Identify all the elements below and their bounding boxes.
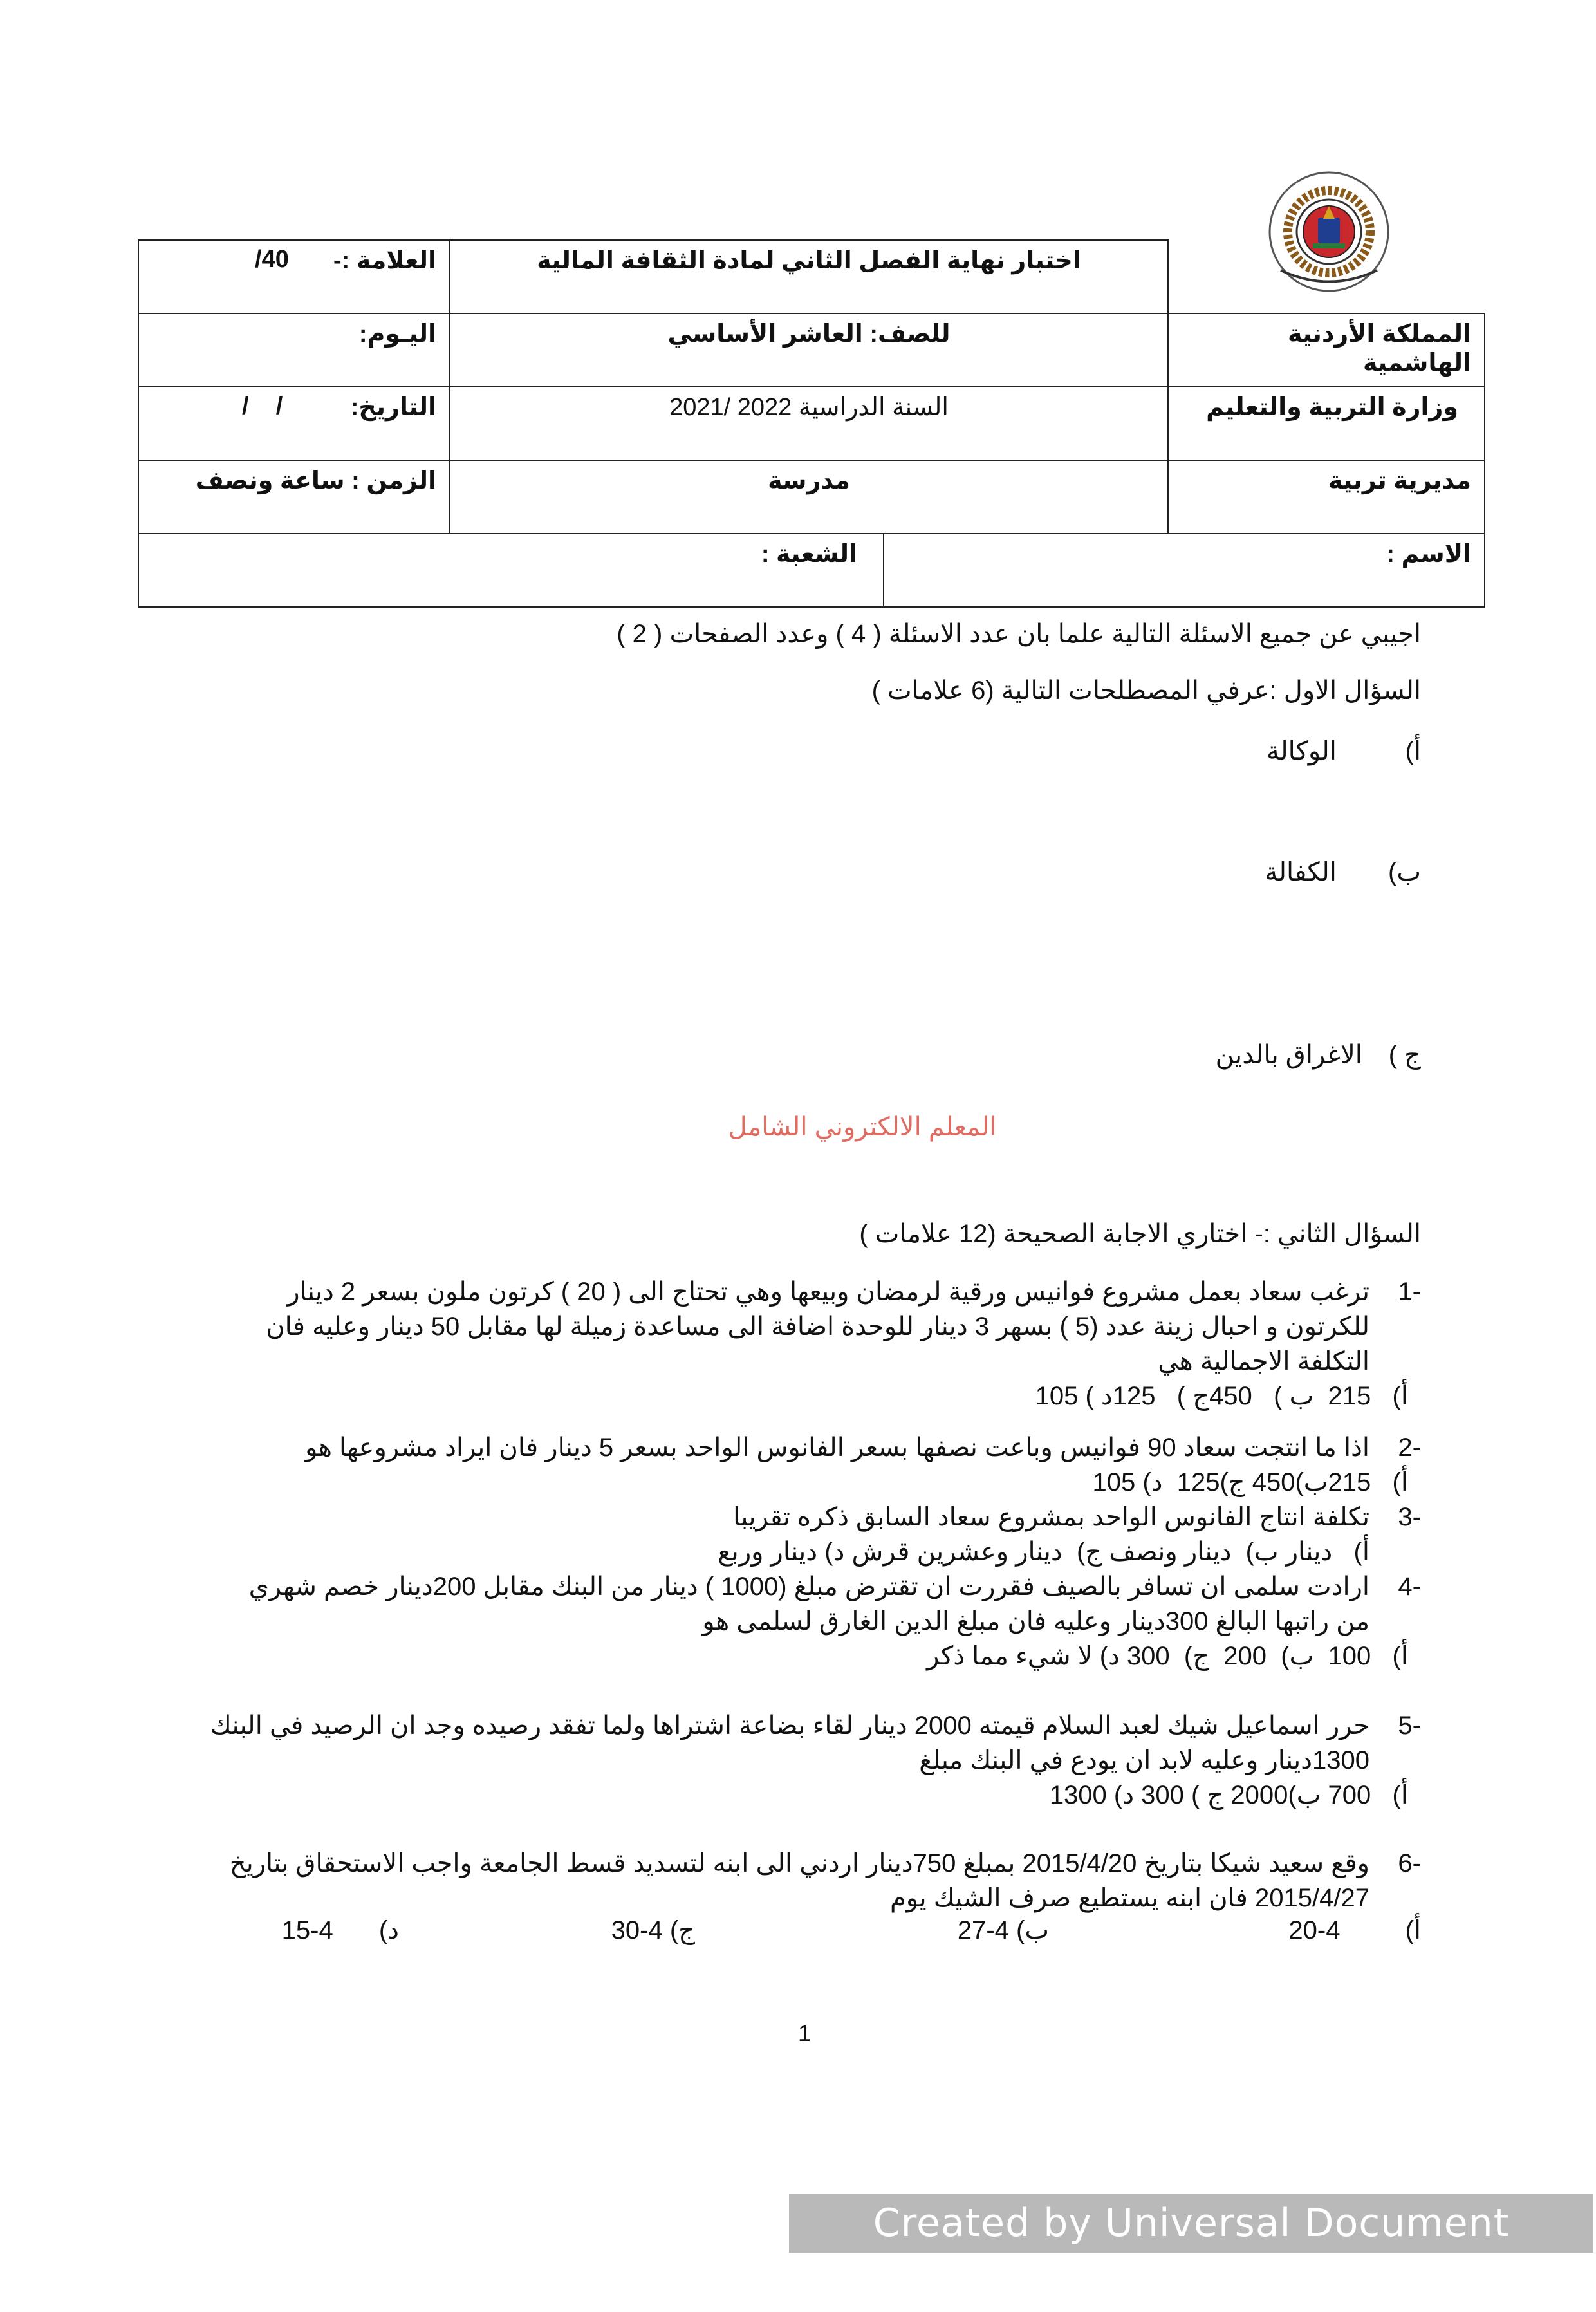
date-label: التاريخ:: [350, 394, 436, 421]
q2-item-1-line-3: التكلفة الاجمالية هي: [1158, 1347, 1369, 1375]
emblem-cell: [1168, 240, 1485, 313]
q2-item-1-line-2: للكرتون و احبال زينة عدد (5 ) بسهر 3 دينار للوحدة اضافة الى مساعدة زميلة لها مقابل 50 دينار وعليه فان: [266, 1312, 1369, 1341]
q2-item-6-option-a: [1288, 1916, 1421, 1945]
ministry-cell: [1168, 387, 1485, 460]
q2-item-5-line-1: حرر اسماعيل شيك لعبد السلام قيمته 2000 دينار لقاء بضاعة اشتراها ولما تفقد رصيده وجد ان الرصيد في البنك: [210, 1711, 1369, 1740]
date-cell: [138, 387, 450, 460]
converter-footer-banner: Created by Universal Document Converter: [789, 2194, 1593, 2253]
q1-item-b-label: ب): [1388, 858, 1421, 886]
q2-title: السؤال الثاني :- اختاري الاجابة الصحيحة (12 علامات ): [859, 1220, 1421, 1248]
q1-item-c-text: الاغراق بالدين: [1215, 1041, 1362, 1069]
school-year: السنة الدراسية 2022 /2021: [669, 394, 949, 421]
q2-item-3-options: أ) دينار ب) دينار ونصف ج) دينار وعشرين قرش د) دينار وربع: [718, 1538, 1369, 1566]
q1-item-c-label: ج ): [1388, 1041, 1421, 1069]
name-cell: [884, 534, 1485, 607]
grade-label: للصف: العاشر الأساسي: [667, 321, 951, 348]
q2-item-6-option-a-value: 4-20: [1288, 1916, 1341, 1944]
q2-item-2: [134, 1430, 1421, 1500]
q2-item-6-option-b-label: ب): [1016, 1916, 1049, 1944]
q2-item-6-num: -6: [1398, 1849, 1421, 1878]
q2-item-4-line-1: ارادت سلمى ان تسافر بالصيف فقررت ان تقترض مبلغ (1000 ) دينار من البنك مقابل 200دينار خصم شهري: [248, 1572, 1369, 1601]
q2-item-6-option-d-value: 4-15: [281, 1916, 333, 1944]
q2-item-6-line-1: وقع سعيد شيكا بتاريخ 2015/4/20 بمبلغ 750دينار اردني الى ابنه لتسديد قسط الجامعة واجب الاستحقاق بتاريخ: [229, 1849, 1369, 1878]
directorate-cell: [1168, 460, 1485, 534]
school-cell: [450, 460, 1168, 534]
q2-item-2-num: -2: [1398, 1433, 1421, 1462]
q2-item-1-line-1: ترغب سعاد بعمل مشروع فوانيس ورقية لرمضان وبيعها وهي تحتاج الى ( 20 ) كرتون ملون بسعر 2 دينار: [287, 1278, 1369, 1306]
q2-item-2-options: أ) 215ب)450 ج)125 د) 105: [1092, 1468, 1408, 1496]
q2-item-6-option-c-value: 4-30: [611, 1916, 663, 1944]
q2-item-1: [134, 1274, 1421, 1413]
mark-label: العلامة :-: [333, 247, 436, 274]
date-slashes: / /: [242, 393, 283, 420]
q1-item-c: [1216, 1038, 1421, 1072]
q2-item-6-option-b: [958, 1916, 1049, 1945]
watermark-text: المعلم الالكتروني الشامل: [728, 1113, 997, 1141]
q2-item-3: [134, 1500, 1421, 1569]
q2-item-6-line-2: 2015/4/27 فان ابنه يستطيع صرف الشيك يوم: [890, 1884, 1369, 1912]
q2-item-6-option-b-value: 4-27: [957, 1916, 1009, 1944]
q2-item-5-options: أ) 700 ب)2000 ج ) 300 د) 1300: [1049, 1781, 1408, 1809]
q2-item-4-line-2: من راتبها البالغ 300دينار وعليه فان مبلغ الدين الغارق لسلمى هو: [702, 1607, 1369, 1636]
q1-item-a: [1267, 734, 1421, 769]
q2-item-1-options: أ) 215 ب ) 450ج ) 125د ) 105: [1035, 1382, 1408, 1410]
instructions: اجيبي عن جميع الاسئلة التالية علما بان عدد الاسئلة ( 4 ) وعدد الصفحات ( 2 ): [617, 620, 1421, 648]
q2-item-5: [134, 1708, 1421, 1813]
q2-item-6-option-d-label: د): [378, 1916, 399, 1944]
q1-item-b: [1265, 855, 1421, 890]
time-cell: [138, 460, 450, 534]
day-label: اليـوم:: [358, 321, 436, 348]
q1-title: السؤال الاول :عرفي المصطلحات التالية (6 علامات ): [871, 676, 1421, 705]
kingdom-name: المملكة الأردنية الهاشمية: [1288, 321, 1472, 377]
q2-item-5-line-2: 1300دينار وعليه لابد ان يودع في البنك مبلغ: [919, 1746, 1369, 1775]
q2-item-1-num: -1: [1398, 1278, 1421, 1306]
kingdom-cell: [1168, 313, 1485, 387]
q2-item-3-num: -3: [1398, 1503, 1421, 1531]
q2-item-4: [134, 1569, 1421, 1673]
exam-header-table: [138, 239, 1485, 608]
q2-item-4-num: -4: [1398, 1572, 1421, 1601]
q2-item-4-options: أ) 100 ب) 200 ج) 300 د) لا شيء مما ذكر: [927, 1642, 1408, 1670]
q2-item-6: [134, 1846, 1421, 1916]
section-cell: [138, 534, 884, 607]
q2-item-6-option-c-label: ج): [669, 1916, 695, 1944]
q2-item-6-option-c: [611, 1916, 695, 1945]
school-label: مدرسة: [768, 467, 850, 494]
q2-item-2-line-1: اذا ما انتجت سعاد 90 فوانيس وباعت نصفها بسعر الفانوس الواحد بسعر 5 دينار فان ايراد مشروعها هو: [305, 1433, 1369, 1462]
q1-item-a-label: أ): [1405, 737, 1421, 765]
day-cell: [138, 313, 450, 387]
ministry-name: وزارة التربية والتعليم: [1206, 394, 1459, 421]
q2-item-6-option-a-label: أ): [1405, 1916, 1421, 1944]
year-cell: [450, 387, 1168, 460]
name-label: الاسم :: [1386, 541, 1472, 568]
q2-item-5-num: -5: [1398, 1711, 1421, 1740]
page-number: 1: [797, 2020, 812, 2046]
time-label: الزمن : ساعة ونصف: [195, 467, 436, 494]
q2-item-3-line-1: تكلفة انتاج الفانوس الواحد بمشروع سعاد السابق ذكره تقريبا: [733, 1503, 1369, 1531]
q2-item-6-option-d: [282, 1916, 399, 1945]
directorate-name: مديرية تربية: [1328, 467, 1472, 494]
mark-cell: [138, 240, 450, 313]
exam-title-cell: [450, 240, 1168, 313]
section-label: الشعبة :: [761, 541, 858, 568]
q1-item-a-text: الوكالة: [1267, 737, 1337, 765]
grade-cell: [450, 313, 1168, 387]
exam-title: اختبار نهاية الفصل الثاني لمادة الثقافة المالية: [537, 247, 1081, 274]
mark-value: 40/: [255, 246, 289, 273]
q1-item-b-text: الكفالة: [1265, 858, 1337, 886]
